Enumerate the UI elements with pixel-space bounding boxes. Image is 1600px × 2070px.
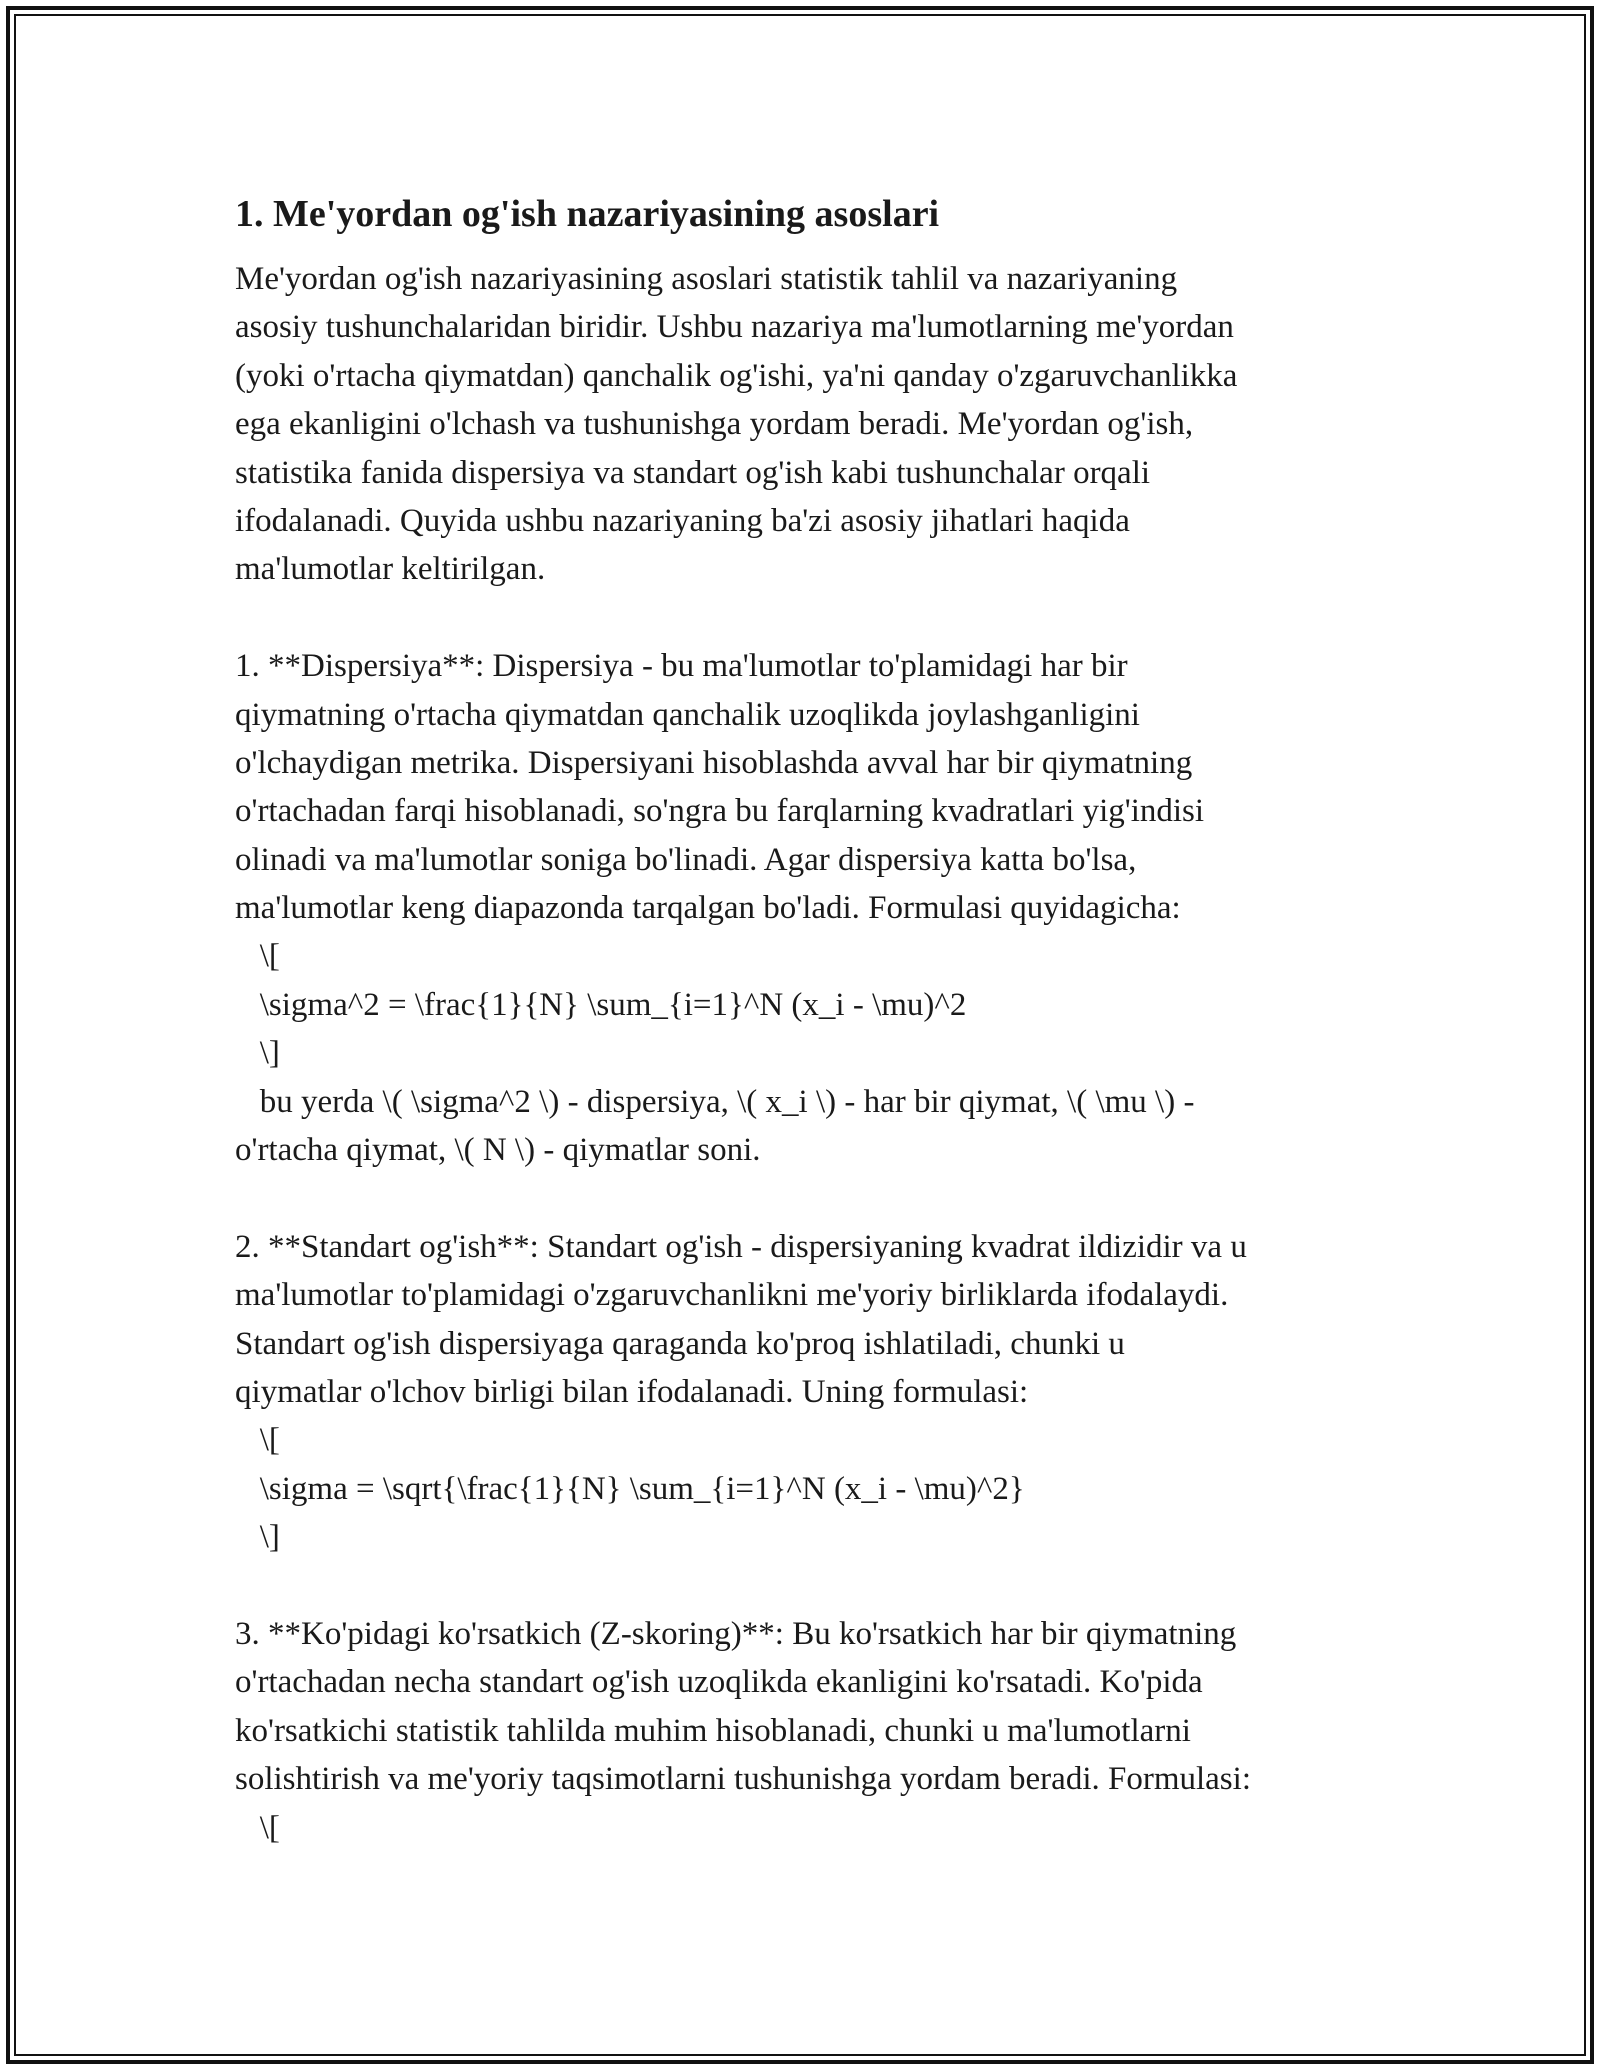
text-line xyxy=(235,1174,1395,1222)
text-line: ma'lumotlar keltirilgan. xyxy=(235,551,546,588)
document-content xyxy=(235,185,1395,1852)
text-line: ko'rsatkichi statistik tahlilda muhim hisoblanadi, chunki u ma'lumotlarni xyxy=(235,1712,1191,1749)
text-line: asosiy tushunchalaridan biridir. Ushbu nazariya ma'lumotlarning me'yordan xyxy=(235,309,1234,346)
text-line: ifodalanadi. Quyida ushbu nazariyaning ba'zi asosiy jihatlari haqida xyxy=(235,502,1130,539)
text-line: o'lchaydigan metrika. Dispersiyani hisoblashda avval har bir qiymatning xyxy=(235,744,1193,781)
text-line: o'rtachadan farqi hisoblanadi, so'ngra bu farqlarning kvadratlari yig'indisi xyxy=(235,793,1205,830)
text-line: \[ xyxy=(235,938,280,975)
text-line: (yoki o'rtacha qiymatdan) qanchalik og'ishi, ya'ni qanday o'zgaruvchanlikka xyxy=(235,357,1238,394)
text-line: statistika fanida dispersiya va standart og'ish kabi tushunchalar orqali xyxy=(235,454,1151,491)
text-line: qiymatning o'rtacha qiymatdan qanchalik uzoqlikda joylashganligini xyxy=(235,696,1140,733)
text-line: \] xyxy=(235,1519,280,1556)
text-line: solishtirish va me'yoriy taqsimotlarni tushunishga yordam beradi. Formulasi: xyxy=(235,1761,1251,1798)
text-line xyxy=(235,594,1395,642)
text-line: 2. **Standart og'ish**: Standart og'ish - dispersiyaning kvadrat ildizidir va u xyxy=(235,1228,1247,1265)
text-line: Standart og'ish dispersiyaga qaraganda ko'proq ishlatiladi, chunki u xyxy=(235,1325,1125,1362)
text-line: olinadi va ma'lumotlar soniga bo'linadi. Agar dispersiya katta bo'lsa, xyxy=(235,841,1137,878)
text-line xyxy=(235,1562,1395,1610)
section-heading: 1. Me'yordan og'ish nazariyasining asoslari xyxy=(235,193,940,235)
body-text xyxy=(235,255,1395,1852)
text-line: ega ekanligini o'lchash va tushunishga yordam beradi. Me'yordan og'ish, xyxy=(235,406,1194,443)
text-line: \[ xyxy=(235,1809,280,1846)
text-line: Me'yordan og'ish nazariyasining asoslari statistik tahlil va nazariyaning xyxy=(235,261,1178,297)
text-line: qiymatlar o'lchov birligi bilan ifodalanadi. Uning formulasi: xyxy=(235,1373,1029,1410)
text-line: \[ xyxy=(235,1422,280,1459)
text-line: \sigma^2 = \frac{1}{N} \sum_{i=1}^N (x_i - \mu)^2 xyxy=(235,986,967,1023)
text-line: 3. **Ko'pidagi ko'rsatkich (Z-skoring)**: Bu ko'rsatkich har bir qiymatning xyxy=(235,1615,1237,1652)
text-line: o'rtachadan necha standart og'ish uzoqlikda ekanligini ko'rsatadi. Ko'pida xyxy=(235,1664,1203,1701)
text-line: ma'lumotlar to'plamidagi o'zgaruvchanlikni me'yoriy birliklarda ifodalaydi. xyxy=(235,1277,1229,1314)
text-line: \] xyxy=(235,1035,280,1072)
text-line: \sigma = \sqrt{\frac{1}{N} \sum_{i=1}^N (x_i - \mu)^2} xyxy=(235,1470,1025,1507)
text-line: bu yerda \( \sigma^2 \) - dispersiya, \( x_i \) - har bir qiymat, \( \mu \) - xyxy=(235,1083,1195,1120)
text-line: o'rtacha qiymat, \( N \) - qiymatlar soni. xyxy=(235,1132,761,1169)
text-line: ma'lumotlar keng diapazonda tarqalgan bo'ladi. Formulasi quyidagicha: xyxy=(235,890,1181,927)
text-line: 1. **Dispersiya**: Dispersiya - bu ma'lumotlar to'plamidagi har bir xyxy=(235,648,1128,685)
